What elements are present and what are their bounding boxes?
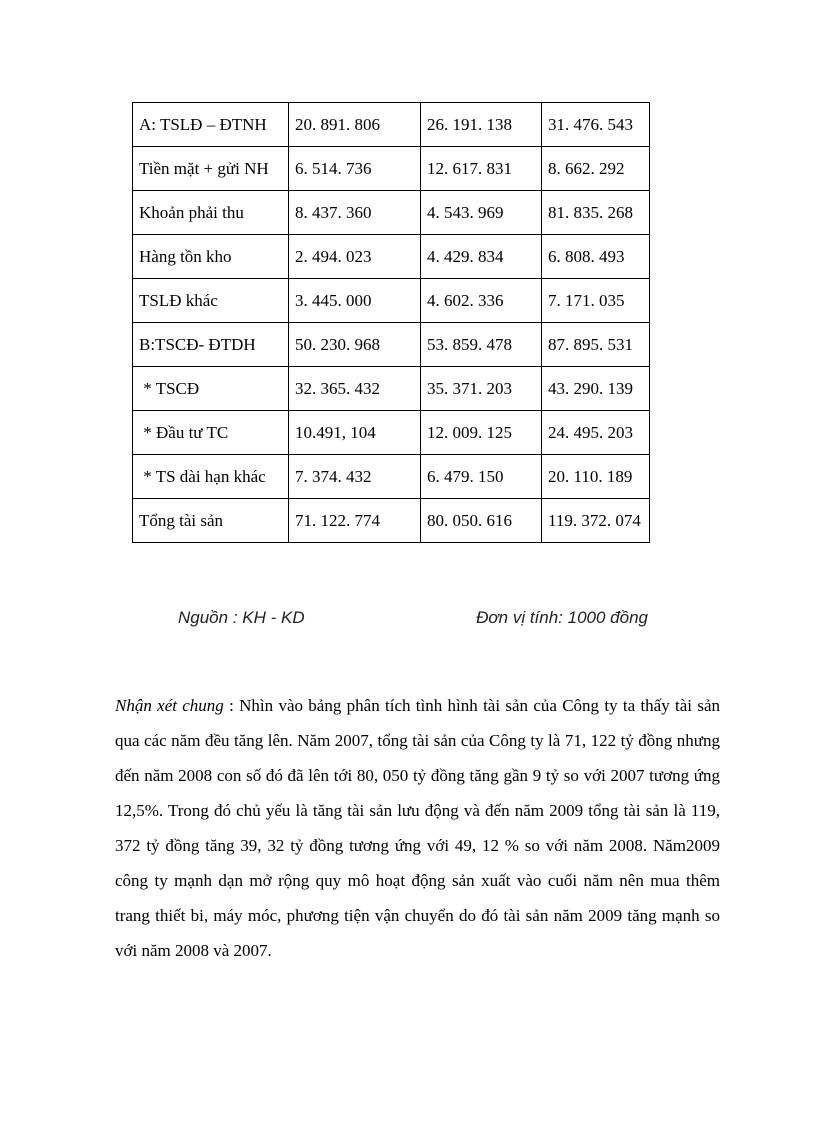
value-cell: 4. 543. 969 (421, 191, 542, 235)
table-row (133, 191, 650, 235)
row-label: * TSCĐ (133, 367, 289, 411)
row-label: * Đầu tư TC (133, 411, 289, 455)
table-row (133, 411, 650, 455)
unit-note: Đơn vị tính: 1000 đồng (476, 608, 648, 627)
table-row (133, 279, 650, 323)
value-cell: 53. 859. 478 (421, 323, 542, 367)
value-cell: 71. 122. 774 (289, 499, 421, 543)
value-cell: 43. 290. 139 (542, 367, 650, 411)
comment-text: : Nhìn vào bảng phân tích tình hình tài sản của Công ty ta thấy tài sản qua các năm đều tăng lên. Năm 2007, tổng tài sản của Công ty là 71, 122 tỷ đồng nhưng đến năm 2008 con số đó đã lên tới 80, 050 tỷ đồng tăng gần 9 tỷ so với 2007 tương ứng 12,5%. Trong đó chủ yếu là tăng tài sản lưu động và đến năm 2009 tổng tài sản là 119, 372 tỷ đồng tăng 39, 32 tỷ đồng tương ứng với 49, 12 % so với năm 2008. Năm2009 công ty mạnh dạn mở rộng quy mô hoạt động sản xuất vào cuối năm nên mua thêm trang thiết bi, máy móc, phương tiện vận chuyển do đó tài sản năm 2009 tăng mạnh so với năm 2008 và 2007. (115, 696, 720, 960)
table-row (133, 455, 650, 499)
value-cell: 10.491, 104 (289, 411, 421, 455)
table-row (133, 147, 650, 191)
row-label: * TS dài hạn khác (133, 455, 289, 499)
value-cell: 4. 429. 834 (421, 235, 542, 279)
value-cell: 20. 110. 189 (542, 455, 650, 499)
value-cell: 6. 514. 736 (289, 147, 421, 191)
value-cell: 50. 230. 968 (289, 323, 421, 367)
comment-lead: Nhận xét chung (115, 696, 224, 715)
table-row (133, 103, 650, 147)
value-cell: 4. 602. 336 (421, 279, 542, 323)
value-cell: 80. 050. 616 (421, 499, 542, 543)
row-label: Tổng tài sản (133, 499, 289, 543)
value-cell: 12. 617. 831 (421, 147, 542, 191)
row-label: Tiền mặt + gửi NH (133, 147, 289, 191)
value-cell: 35. 371. 203 (421, 367, 542, 411)
value-cell: 12. 009. 125 (421, 411, 542, 455)
row-label: TSLĐ khác (133, 279, 289, 323)
value-cell: 119. 372. 074 (542, 499, 650, 543)
row-label: Khoản phải thu (133, 191, 289, 235)
value-cell: 7. 374. 432 (289, 455, 421, 499)
value-cell: 81. 835. 268 (542, 191, 650, 235)
value-cell: 2. 494. 023 (289, 235, 421, 279)
value-cell: 32. 365. 432 (289, 367, 421, 411)
value-cell: 20. 891. 806 (289, 103, 421, 147)
table-row (133, 235, 650, 279)
value-cell: 7. 171. 035 (542, 279, 650, 323)
value-cell: 26. 191. 138 (421, 103, 542, 147)
table-row (133, 367, 650, 411)
row-label: A: TSLĐ – ĐTNH (133, 103, 289, 147)
value-cell: 8. 437. 360 (289, 191, 421, 235)
table-row (133, 323, 650, 367)
value-cell: 8. 662. 292 (542, 147, 650, 191)
value-cell: 6. 479. 150 (421, 455, 542, 499)
value-cell: 87. 895. 531 (542, 323, 650, 367)
asset-table (132, 102, 650, 543)
row-label: Hàng tồn kho (133, 235, 289, 279)
table-row (133, 499, 650, 543)
value-cell: 3. 445. 000 (289, 279, 421, 323)
row-label: B:TSCĐ- ĐTDH (133, 323, 289, 367)
table-caption (178, 608, 648, 628)
source-note: Nguồn : KH - KD (178, 608, 305, 627)
value-cell: 24. 495. 203 (542, 411, 650, 455)
value-cell: 31. 476. 543 (542, 103, 650, 147)
comment-paragraph (115, 688, 720, 968)
value-cell: 6. 808. 493 (542, 235, 650, 279)
